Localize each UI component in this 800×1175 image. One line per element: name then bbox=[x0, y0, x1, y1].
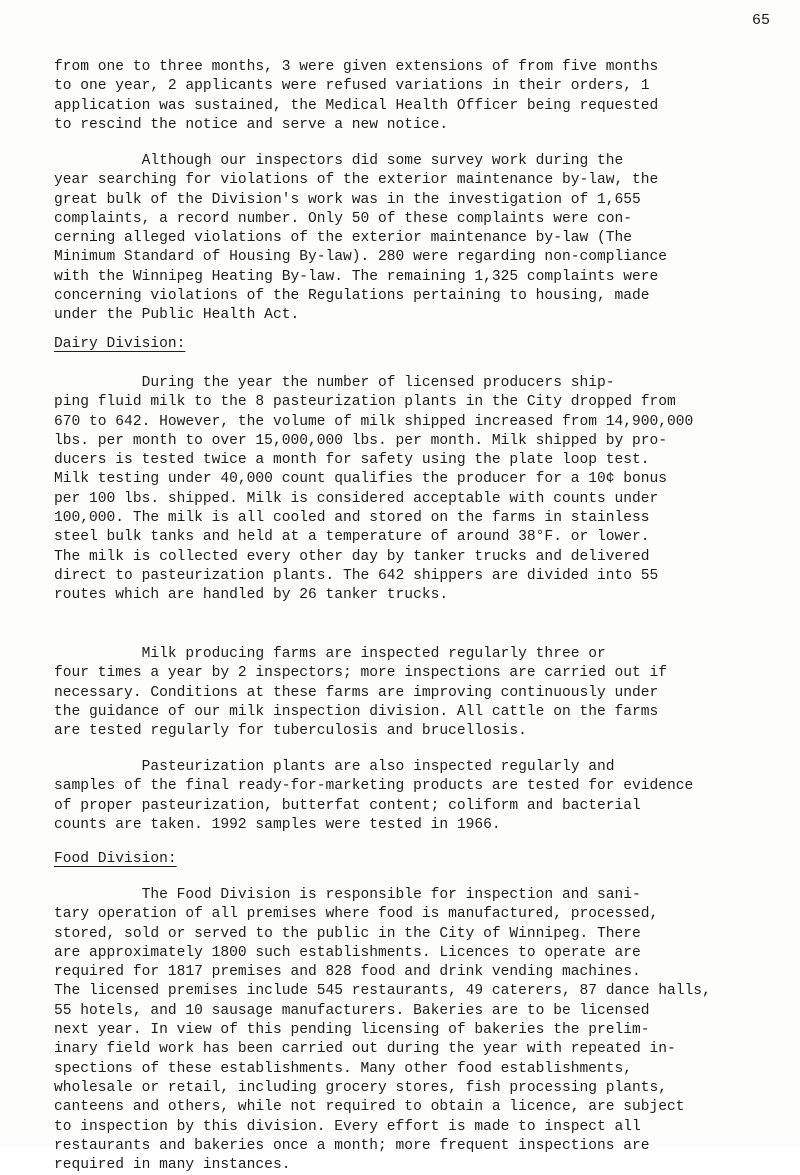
text-line: to one year, 2 applicants were refused variations in their orders, 1 bbox=[54, 78, 650, 95]
text-line: to rescind the notice and serve a new notice. bbox=[54, 116, 449, 133]
dairy-division-heading: Dairy Division: bbox=[54, 336, 186, 352]
intro-paragraph bbox=[54, 58, 744, 135]
text-line: tary operation of all premises where food is manufactured, processed, bbox=[54, 906, 659, 923]
text-line: of proper pasteurization, butterfat content; coliform and bacterial bbox=[54, 797, 641, 814]
text-line: counts are taken. 1992 samples were tested in 1966. bbox=[54, 816, 501, 833]
text-line: 670 to 642. However, the volume of milk shipped increased from 14,900,000 bbox=[54, 413, 694, 430]
text-line: spections of these establishments. Many other food establishments, bbox=[54, 1060, 633, 1077]
text-line: The Food Division is responsible for inspection and sani- bbox=[54, 887, 641, 903]
text-line: restaurants and bakeries once a month; more frequent inspections are bbox=[54, 1137, 650, 1154]
text-line: required for 1817 premises and 828 food and drink vending machines. bbox=[54, 964, 641, 981]
text-line: steel bulk tanks and held at a temperature of around 38°F. or lower. bbox=[54, 529, 650, 546]
text-line: next year. In view of this pending licensing of bakeries the prelim- bbox=[54, 1022, 650, 1039]
text-line: under the Public Health Act. bbox=[54, 307, 300, 324]
text-line: wholesale or retail, including grocery stores, fish processing plants, bbox=[54, 1079, 668, 1096]
text-line: cerning alleged violations of the exterior maintenance by-law (The bbox=[54, 230, 633, 247]
text-line: During the year the number of licensed producers ship- bbox=[54, 375, 615, 391]
text-line: Pasteurization plants are also inspected regularly and bbox=[54, 759, 615, 775]
text-line: 100,000. The milk is all cooled and stored on the farms in stainless bbox=[54, 510, 650, 527]
text-line: great bulk of the Division's work was in the investigation of 1,655 bbox=[54, 191, 641, 208]
text-line: to inspection by this division. Every effort is made to inspect all bbox=[54, 1118, 641, 1135]
text-line: routes which are handled by 26 tanker trucks. bbox=[54, 587, 449, 604]
exterior-maintenance-paragraph bbox=[54, 152, 744, 326]
text-line: lbs. per month to over 15,000,000 lbs. per month. Milk shipped by pro- bbox=[54, 432, 668, 449]
text-line: ping fluid milk to the 8 pasteurization plants in the City dropped from bbox=[54, 394, 676, 411]
text-line: direct to pasteurization plants. The 642 shippers are divided into 55 bbox=[54, 567, 659, 584]
text-line: Milk testing under 40,000 count qualifies the producer for a 10¢ bonus bbox=[54, 471, 668, 488]
text-line: Milk producing farms are inspected regularly three or bbox=[54, 646, 606, 662]
text-line: 55 hotels, and 10 sausage manufacturers. Bakeries are to be licensed bbox=[54, 1002, 650, 1019]
food-division-heading: Food Division: bbox=[54, 851, 177, 867]
text-line: the guidance of our milk inspection division. All cattle on the farms bbox=[54, 703, 659, 720]
text-line: inary field work has been carried out during the year with repeated in- bbox=[54, 1041, 676, 1058]
text-line: concerning violations of the Regulations pertaining to housing, made bbox=[54, 288, 650, 305]
text-line: application was sustained, the Medical Health Officer being requested bbox=[54, 97, 659, 114]
text-line: complaints, a record number. Only 50 of these complaints were con- bbox=[54, 210, 633, 227]
dairy-paragraph-3 bbox=[54, 758, 744, 835]
text-line: The licensed premises include 545 restaurants, 49 caterers, 87 dance halls, bbox=[54, 983, 711, 1000]
text-line: necessary. Conditions at these farms are improving continuously under bbox=[54, 684, 659, 701]
dairy-paragraph-2 bbox=[54, 645, 744, 741]
dairy-paragraph-1 bbox=[54, 374, 744, 606]
text-line: The milk is collected every other day by tanker trucks and delivered bbox=[54, 548, 650, 565]
text-line: required in many instances. bbox=[54, 1157, 291, 1174]
text-line: Although our inspectors did some survey work during the bbox=[54, 153, 624, 169]
text-line: are approximately 1800 such establishments. Licences to operate are bbox=[54, 944, 641, 961]
text-line: Minimum Standard of Housing By-law). 280 were regarding non-compliance bbox=[54, 249, 668, 266]
food-paragraph-1 bbox=[54, 886, 744, 1175]
text-line: per 100 lbs. shipped. Milk is considered acceptable with counts under bbox=[54, 490, 659, 507]
page-number: 65 bbox=[752, 12, 771, 29]
text-line: ducers is tested twice a month for safety using the plate loop test. bbox=[54, 452, 650, 469]
text-line: with the Winnipeg Heating By-law. The remaining 1,325 complaints were bbox=[54, 268, 659, 285]
text-line: from one to three months, 3 were given extensions of from five months bbox=[54, 59, 659, 75]
text-line: are tested regularly for tuberculosis and brucellosis. bbox=[54, 723, 527, 740]
text-line: canteens and others, while not required to obtain a licence, are subject bbox=[54, 1099, 685, 1116]
text-line: stored, sold or served to the public in the City of Winnipeg. There bbox=[54, 925, 641, 942]
text-line: year searching for violations of the exterior maintenance by-law, the bbox=[54, 172, 659, 189]
text-line: four times a year by 2 inspectors; more inspections are carried out if bbox=[54, 665, 668, 682]
text-line: samples of the final ready-for-marketing products are tested for evidence bbox=[54, 778, 694, 795]
